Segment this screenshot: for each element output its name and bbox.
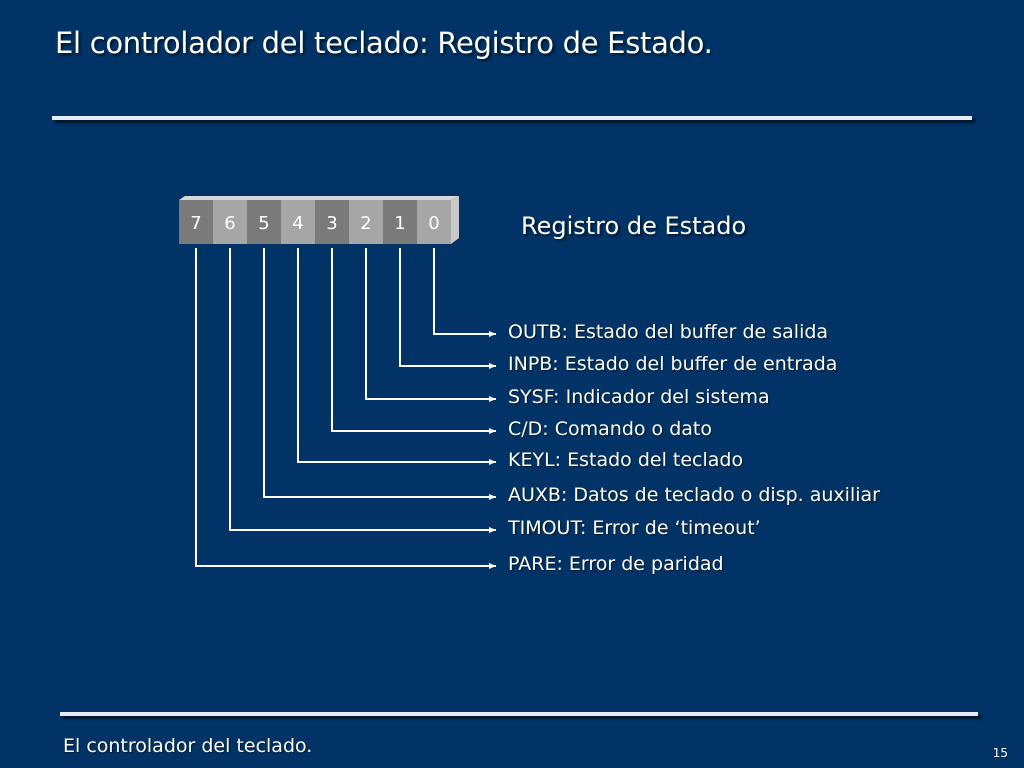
connector-bit-4	[298, 248, 496, 462]
register-bit-label: 6	[224, 213, 236, 234]
register-bit-label: 0	[428, 213, 440, 234]
bit-description: SYSF: Indicador del sistema	[508, 386, 770, 408]
bit-description: TIMOUT: Error de ‘timeout’	[508, 517, 761, 539]
register-bit-label: 7	[190, 213, 202, 234]
bit-description: C/D: Comando o dato	[508, 418, 712, 440]
register-bit-label: 1	[394, 213, 406, 234]
bit-connectors	[196, 248, 496, 566]
bit-description: OUTB: Estado del buffer de salida	[508, 321, 829, 343]
register-bit-label: 3	[326, 213, 338, 234]
bit-description: AUXB: Datos de teclado o disp. auxiliar	[508, 484, 880, 506]
bit-description: PARE: Error de paridad	[508, 553, 724, 575]
register-bevel-top	[179, 196, 459, 200]
connector-bit-1	[400, 248, 496, 366]
register-bevel	[451, 196, 459, 244]
connector-bit-7	[196, 248, 496, 566]
page-number: 15	[992, 746, 1008, 760]
slide-title: El controlador del teclado: Registro de Estado.	[55, 26, 713, 60]
connector-bit-3	[332, 248, 496, 431]
register-bit-label: 5	[258, 213, 270, 234]
footer-divider	[60, 712, 978, 716]
register-bit-label: 4	[292, 213, 304, 234]
register-bit-label: 2	[360, 213, 372, 234]
bit-description: INPB: Estado del buffer de entrada	[508, 353, 838, 375]
connector-bit-6	[230, 248, 496, 530]
register-cells	[179, 196, 459, 244]
register-label: Registro de Estado	[521, 212, 747, 240]
connector-bit-0	[434, 248, 496, 334]
slide-footer: El controlador del teclado.	[63, 735, 313, 757]
connector-bit-2	[366, 248, 496, 399]
bit-description: KEYL: Estado del teclado	[508, 449, 744, 471]
